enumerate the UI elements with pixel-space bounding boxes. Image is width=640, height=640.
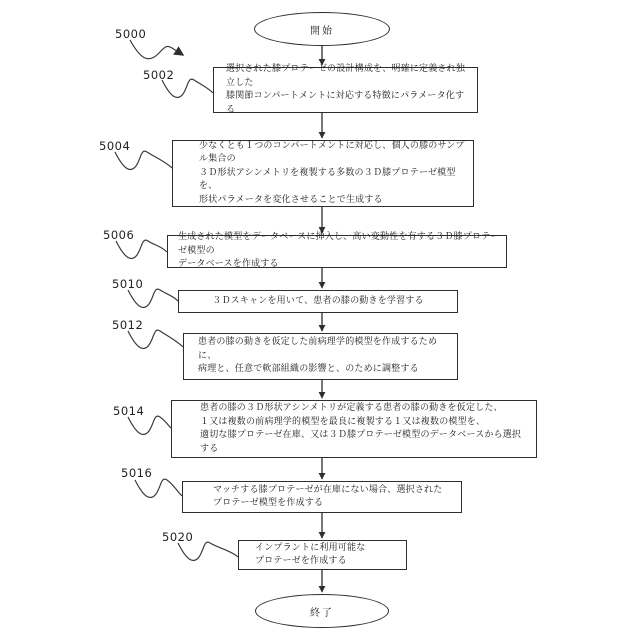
- process-box-5012: [183, 333, 458, 380]
- ref-label-5010: 5010: [112, 277, 144, 291]
- process-text-5010: ３Ｄスキャンを用いて、患者の膝の動きを学習する: [212, 295, 424, 306]
- process-box-5020: [238, 540, 407, 570]
- process-text-5014: 患者の膝の３Ｄ形状アシンメトリが定義する患者の膝の動きを仮定した、 １又は複数の前病理学的模型を最良に複製する１又は複数の模型を、 適切な膝プロテーゼ在庫、又は３Ｄ膝プロテーゼ模型のデータベースから選択する: [200, 403, 522, 454]
- process-box-5014: [171, 400, 537, 458]
- process-text-5012: 患者の膝の動きを仮定した前病理学的模型を作成するために、 病理と、任意で軟部組織の影響と、のために調整する: [198, 337, 438, 375]
- leader-line-5010: [128, 289, 178, 307]
- ref-label-5014: 5014: [113, 404, 145, 418]
- end-label: 終了: [310, 607, 334, 619]
- leader-line-5004: [115, 151, 172, 169]
- leader-line-5016: [135, 479, 182, 497]
- end-terminator: [255, 594, 389, 628]
- process-box-5002: [213, 64, 478, 115]
- process-text-5020: インプラントに利用可能な プロテーゼを作成する: [255, 542, 366, 566]
- ref-label-5002: 5002: [143, 68, 175, 82]
- figure-ref-arrow: [130, 40, 183, 59]
- ref-label-5004: 5004: [99, 139, 131, 153]
- leader-line-5012: [128, 330, 183, 348]
- process-text-5004: 少なくとも１つのコンパートメントに対応し、個人の膝のサンプル集合の ３Ｄ形状アシンメトリを複製する多数の３Ｄ膝プロテーゼ模型を、 形状パラメータを変化させることで生成する: [199, 140, 465, 205]
- process-text-5002: 選択された膝プロテーゼの設計構成を、明確に定義され独立した 膝関節コンパートメントに対応する特徴にパラメータ化する: [226, 64, 466, 115]
- process-box-5016: [182, 481, 462, 513]
- process-box-5006: [167, 232, 507, 270]
- figure-ref-label-5000: 5000: [115, 27, 147, 41]
- start-terminator: [254, 12, 390, 46]
- leader-line-5014: [128, 416, 171, 434]
- process-box-5010: [178, 290, 458, 313]
- process-box-5004: [172, 140, 474, 207]
- process-text-5006: 生成された模型をデータベースに挿入し、高い変動性を有する３Ｄ膝プロテーゼ模型の データベースを作成する: [178, 232, 500, 270]
- ref-label-5012: 5012: [112, 318, 144, 332]
- process-text-5016: マッチする膝プロテーゼが在庫にない場合、選択された プロテーゼ模型を作成する: [213, 484, 443, 508]
- ref-label-5020: 5020: [162, 530, 194, 544]
- start-label: 開始: [310, 25, 334, 37]
- ref-label-5006: 5006: [103, 228, 135, 242]
- leader-line-5006: [116, 240, 167, 258]
- ref-label-5016: 5016: [121, 466, 153, 480]
- leader-line-5020: [178, 542, 238, 560]
